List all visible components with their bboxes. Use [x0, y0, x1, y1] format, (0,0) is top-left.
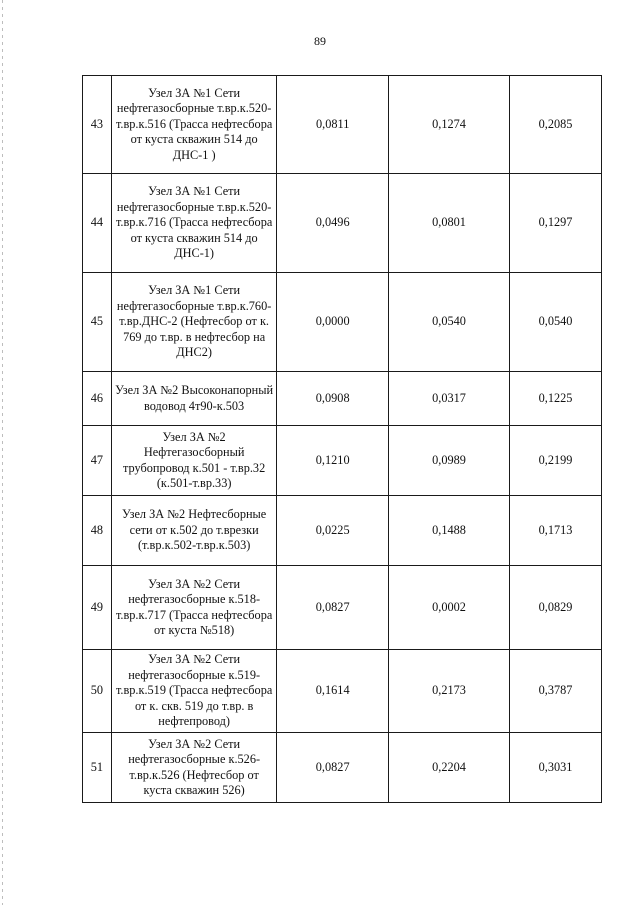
value-col-3: 0,0829: [510, 566, 602, 650]
value-col-3: 0,2085: [510, 76, 602, 174]
value-col-3: 0,1297: [510, 174, 602, 273]
section-name: Узел ЗА №2 Сети нефтегазосборные к.519-т.вр.к.519 (Трасса нефтесбора от к. скв. 519 до т.вр. в нефтепровод): [111, 650, 277, 733]
value-col-2: 0,0540: [388, 273, 509, 372]
table-row: [83, 174, 602, 273]
value-col-3: 0,1225: [510, 372, 602, 426]
row-number: 48: [83, 496, 112, 566]
row-number: 45: [83, 273, 112, 372]
section-name: Узел ЗА №1 Сети нефтегазосборные т.вр.к.520-т.вр.к.716 (Трасса нефтесбора от куста скважин 514 до ДНС-1): [111, 174, 277, 273]
table-row: [83, 372, 602, 426]
table-row: [83, 426, 602, 496]
section-name: Узел ЗА №1 Сети нефтегазосборные т.вр.к.760-т.вр.ДНС-2 (Нефтесбор от к. 769 до т.вр. в нефтесбор на ДНС2): [111, 273, 277, 372]
value-col-1: 0,0811: [277, 76, 388, 174]
value-col-1: 0,1614: [277, 650, 388, 733]
value-col-3: 0,1713: [510, 496, 602, 566]
section-name: Узел ЗА №1 Сети нефтегазосборные т.вр.к.520-т.вр.к.516 (Трасса нефтесбора от куста скважин 514 до ДНС-1 ): [111, 76, 277, 174]
row-number: 51: [83, 733, 112, 803]
value-col-1: 0,0225: [277, 496, 388, 566]
value-col-3: 0,3787: [510, 650, 602, 733]
value-col-1: 0,0000: [277, 273, 388, 372]
section-name: Узел ЗА №2 Нефтегазосборный трубопровод к.501 - т.вр.32 (к.501-т.вр.33): [111, 426, 277, 496]
table-row: [83, 733, 602, 803]
value-col-3: 0,2199: [510, 426, 602, 496]
table-row: [83, 273, 602, 372]
scan-edge-line: [2, 0, 3, 905]
table-row: [83, 566, 602, 650]
section-name: Узел ЗА №2 Сети нефтегазосборные к.526-т.вр.к.526 (Нефтесбор от куста скважин 526): [111, 733, 277, 803]
value-col-1: 0,1210: [277, 426, 388, 496]
data-table: [82, 75, 602, 803]
section-name: Узел ЗА №2 Сети нефтегазосборные к.518-т.вр.к.717 (Трасса нефтесбора от куста №518): [111, 566, 277, 650]
row-number: 44: [83, 174, 112, 273]
value-col-2: 0,0317: [388, 372, 509, 426]
value-col-2: 0,0989: [388, 426, 509, 496]
table-row: [83, 496, 602, 566]
value-col-1: 0,0827: [277, 566, 388, 650]
value-col-2: 0,2204: [388, 733, 509, 803]
table-row: [83, 650, 602, 733]
page-number: 89: [314, 34, 326, 48]
row-number: 49: [83, 566, 112, 650]
value-col-3: 0,0540: [510, 273, 602, 372]
section-name: Узел ЗА №2 Нефтесборные сети от к.502 до т.врезки (т.вр.к.502-т.вр.к.503): [111, 496, 277, 566]
value-col-2: 0,0801: [388, 174, 509, 273]
value-col-2: 0,1274: [388, 76, 509, 174]
row-number: 43: [83, 76, 112, 174]
value-col-2: 0,0002: [388, 566, 509, 650]
row-number: 50: [83, 650, 112, 733]
value-col-2: 0,2173: [388, 650, 509, 733]
section-name: Узел ЗА №2 Высоконапорный водовод 4т90-к.503: [111, 372, 277, 426]
value-col-1: 0,0496: [277, 174, 388, 273]
value-col-2: 0,1488: [388, 496, 509, 566]
value-col-1: 0,0827: [277, 733, 388, 803]
table-row: [83, 76, 602, 174]
value-col-1: 0,0908: [277, 372, 388, 426]
row-number: 47: [83, 426, 112, 496]
row-number: 46: [83, 372, 112, 426]
value-col-3: 0,3031: [510, 733, 602, 803]
